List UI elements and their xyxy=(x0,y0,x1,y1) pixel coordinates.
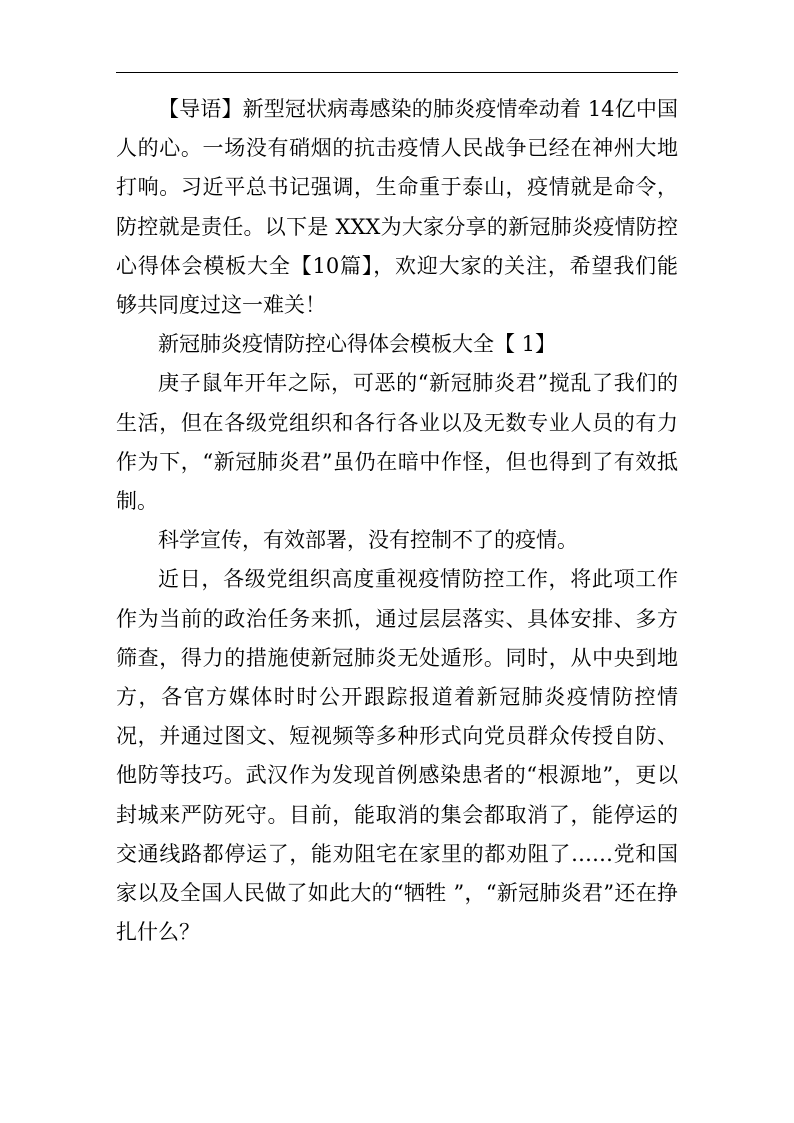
section-heading: 新冠肺炎疫情防控心得体会模板大全【 1】 xyxy=(158,332,557,357)
intro-paragraph: 【导语】新型冠状病毒感染的肺炎疫情牵动着 14亿中国人的心。一场没有硝烟的抗击疫情人民战争已经在神州大地打响。习近平总书记强调，生命重于泰山，疫情就是命令，防控就是责任。以下是 XXX为大家分享的新冠肺炎疫情防控心得体会模板大全【10篇】，欢迎大家的关注，希望我们能够共同度过这一难关！ xyxy=(116,97,678,318)
body-paragraph: 科学宣传，有效部署，没有控制不了的疫情。 xyxy=(158,528,578,553)
body-paragraph: 近日，各级党组织高度重视疫情防控工作，将此项工作作为当前的政治任务来抓，通过层层落实、具体安排、多方筛查，得力的措施使新冠肺炎无处遁形。同时，从中央到地方，各官方媒体时时公开跟踪报道着新冠肺炎疫情防控情况，并通过图文、短视频等多种形式向党员群众传授自防、他防等技巧。武汉作为发现首例感染患者的“根源地”，更以封城来严防死守。目前，能取消的集会都取消了，能停运的交通线路都停运了，能劝阻宅在家里的都劝阻了……党和国家以及全国人民做了如此大的“牺牲 ”，“新冠肺炎君”还在挣扎什么？ xyxy=(116,567,678,945)
document-body xyxy=(116,90,678,952)
header-rule xyxy=(116,72,678,73)
body-paragraph: 庚子鼠年开年之际，可恶的“新冠肺炎君”搅乱了我们的生活，但在各级党组织和各行各业以及无数专业人员的有力作为下，“新冠肺炎君”虽仍在暗中作怪，但也得到了有效抵制。 xyxy=(116,371,678,514)
